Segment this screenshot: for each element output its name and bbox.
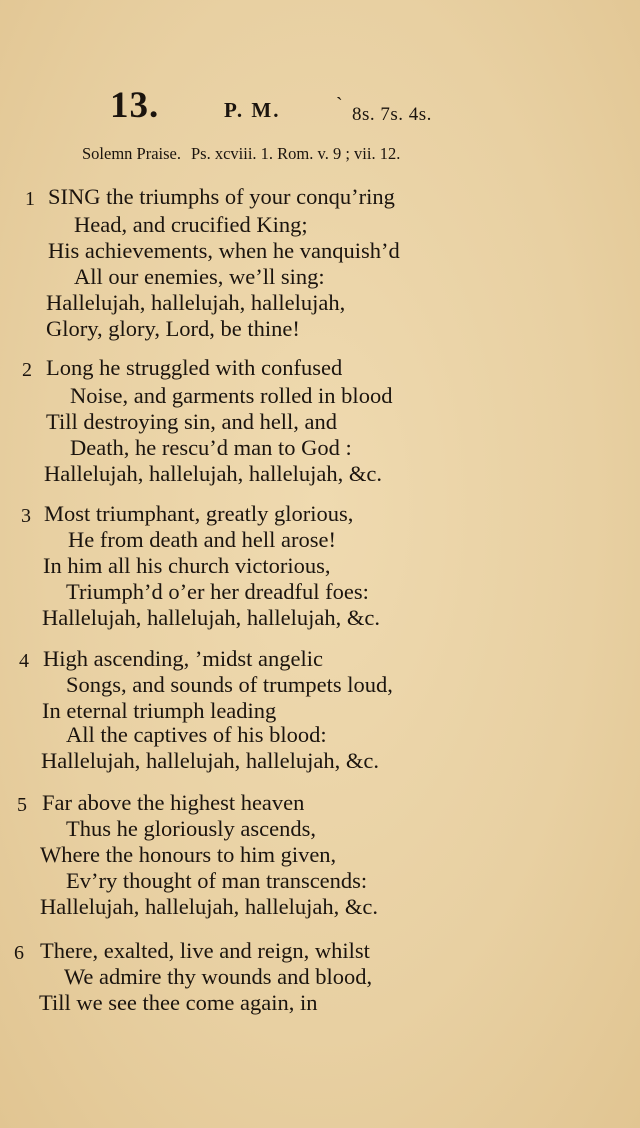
verse-line: High ascending, ’midst angelic [43,646,323,671]
verse-line: Hallelujah, hallelujah, hallelujah, &c. [42,605,381,630]
verse-line: Hallelujah, hallelujah, hallelujah, &c. [41,748,380,773]
verse-line: All the captives of his blood: [66,722,327,747]
verse-line: Songs, and sounds of trumpets loud, [66,672,393,697]
verse-line: Triumph’d o’er her dreadful foes: [66,579,369,604]
verse-line: SING the triumphs of your conqu’ring [48,184,395,209]
meter-pattern: 8s. 7s. 4s. [352,104,432,125]
verse-number: 1 [25,188,35,210]
verse-line: Noise, and garments rolled in blood [70,383,393,408]
hymn-number: 13. [110,85,160,126]
verse-number: 4 [19,650,29,672]
verse-line: In eternal triumph leading [42,698,277,723]
verse-line: Thus he gloriously ascends, [66,816,316,841]
verse-line: Head, and crucified King; [74,212,308,237]
verse-number: 3 [21,505,31,527]
verse-line: Where the honours to him given, [40,842,337,867]
meter-label: P. M. [224,98,281,122]
verse-number: 2 [22,359,32,381]
verse-line: Long he struggled with confused [46,355,343,380]
verse-line: Till we see thee come again, in [39,990,318,1015]
verse-line: Ev’ry thought of man transcends: [66,868,368,893]
tick-mark: ` [336,94,343,116]
verse-line: There, exalted, live and reign, whilst [40,938,370,963]
verse-line: Far above the highest heaven [42,790,305,815]
verse-line: We admire thy wounds and blood, [64,964,373,989]
verse-line: Till destroying sin, and hell, and [46,409,338,434]
verse-line: All our enemies, we’ll sing: [74,264,325,289]
verse-line: Glory, glory, Lord, be thine! [46,316,300,341]
verse-number: 6 [14,942,24,964]
verse-line: He from death and hell arose! [68,527,337,552]
verse-line: Hallelujah, hallelujah, hallelujah, &c. [44,461,383,486]
verse-number: 5 [17,794,27,816]
verse-line: Most triumphant, greatly glorious, [44,501,354,526]
hymn-subtitle [82,144,400,164]
verse-line: Hallelujah, hallelujah, hallelujah, [46,290,346,315]
verse-line: Hallelujah, hallelujah, hallelujah, &c. [40,894,379,919]
verse-line: In him all his church victorious, [43,553,331,578]
verse-line: His achievements, when he vanquish’d [48,238,400,263]
hymn-title: Solemn Praise. [82,144,181,163]
scripture-references: Ps. xcviii. 1. Rom. v. 9 ; vii. 12. [191,144,401,163]
verse-line: Death, he rescu’d man to God : [70,435,352,460]
